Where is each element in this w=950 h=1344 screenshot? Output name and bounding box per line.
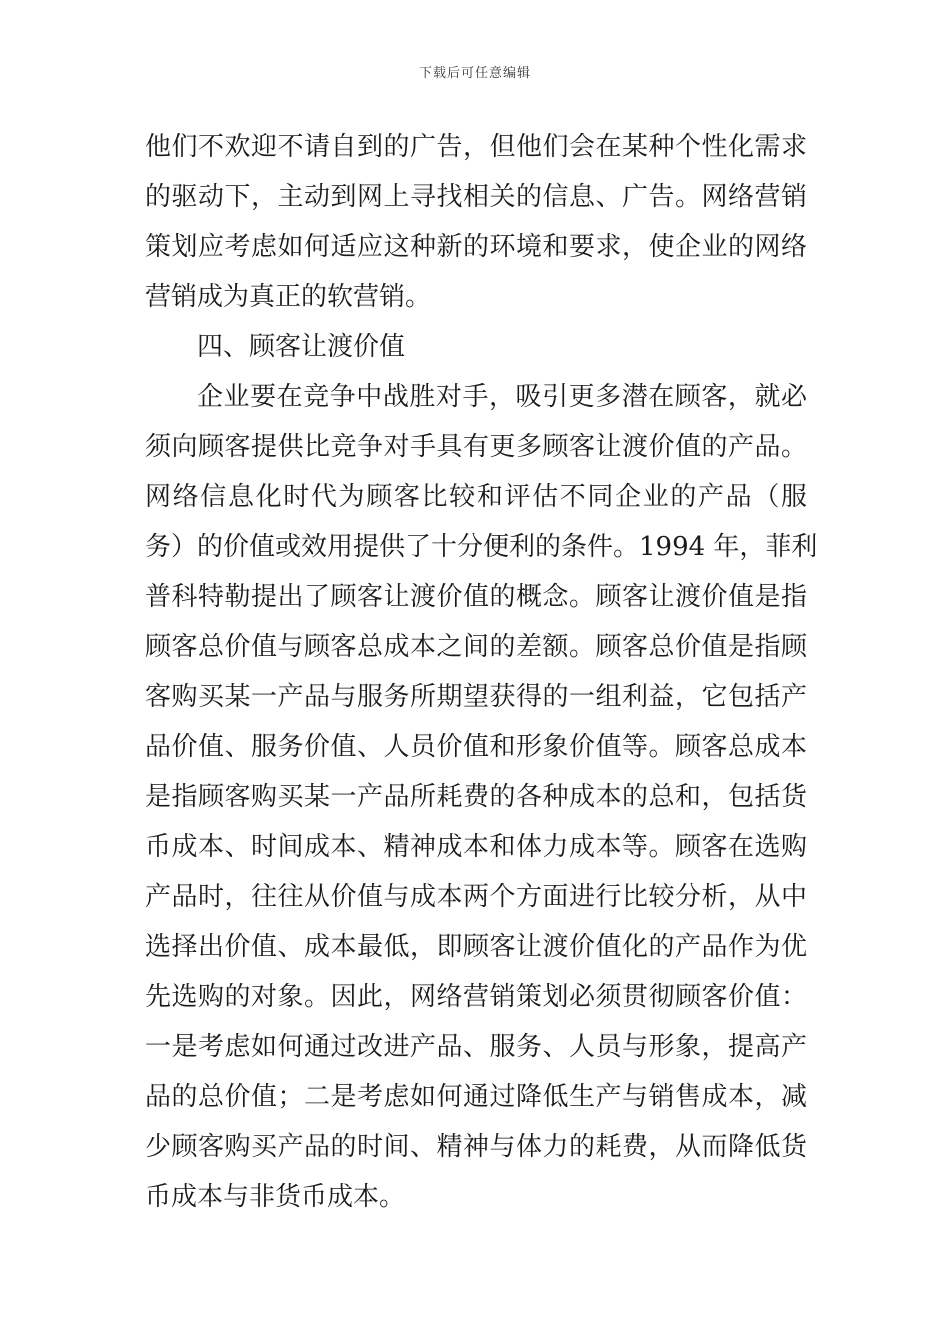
text-line: 品价值、服务价值、人员价值和形象价值等。顾客总成本 (145, 732, 807, 762)
text-line: 须向顾客提供比竞争对手具有更多顾客让渡价值的产品。 (145, 432, 807, 462)
text-line: 少顾客购买产品的时间、精神与体力的耗费，从而降低货 (145, 1132, 807, 1162)
text-line: 策划应考虑如何适应这种新的环境和要求，使企业的网络 (145, 232, 807, 262)
text-line: 他们不欢迎不请自到的广告，但他们会在某种个性化需求 (145, 132, 807, 162)
text-line: 币成本、时间成本、精神成本和体力成本等。顾客在选购 (145, 832, 807, 862)
text-line: 企业要在竞争中战胜对手，吸引更多潜在顾客，就必 (197, 382, 807, 412)
text-line: 是指顾客购买某一产品所耗费的各种成本的总和，包括货 (145, 782, 807, 812)
page-header: 下载后可任意编辑 (418, 66, 531, 81)
text-line: 先选购的对象。因此，网络营销策划必须贯彻顾客价值： (145, 982, 807, 1012)
text-line: 营销成为真正的软营销。 (145, 282, 432, 312)
text-line: 客购买某一产品与服务所期望获得的一组利益，它包括产 (145, 682, 807, 712)
text-line: 务）的价值或效用提供了十分便利的条件。1994 年，菲利 (145, 532, 818, 562)
text-line: 品的总价值；二是考虑如何通过降低生产与销售成本，减 (145, 1082, 807, 1112)
section-heading: 四、顾客让渡价值 (197, 332, 406, 362)
text-line: 选择出价值、成本最低，即顾客让渡价值化的产品作为优 (145, 932, 807, 962)
body-text (145, 122, 818, 1222)
text-line: 币成本与非货币成本。 (145, 1182, 406, 1212)
text-line: 顾客总价值与顾客总成本之间的差额。顾客总价值是指顾 (145, 632, 807, 662)
text-line: 一是考虑如何通过改进产品、服务、人员与形象，提高产 (145, 1032, 807, 1062)
text-line: 产品时，往往从价值与成本两个方面进行比较分析，从中 (145, 882, 807, 912)
text-line: 网络信息化时代为顾客比较和评估不同企业的产品（服 (145, 482, 807, 512)
text-line: 的驱动下，主动到网上寻找相关的信息、广告。网络营销 (145, 182, 807, 212)
text-line: 普科特勒提出了顾客让渡价值的概念。顾客让渡价值是指 (145, 582, 807, 612)
